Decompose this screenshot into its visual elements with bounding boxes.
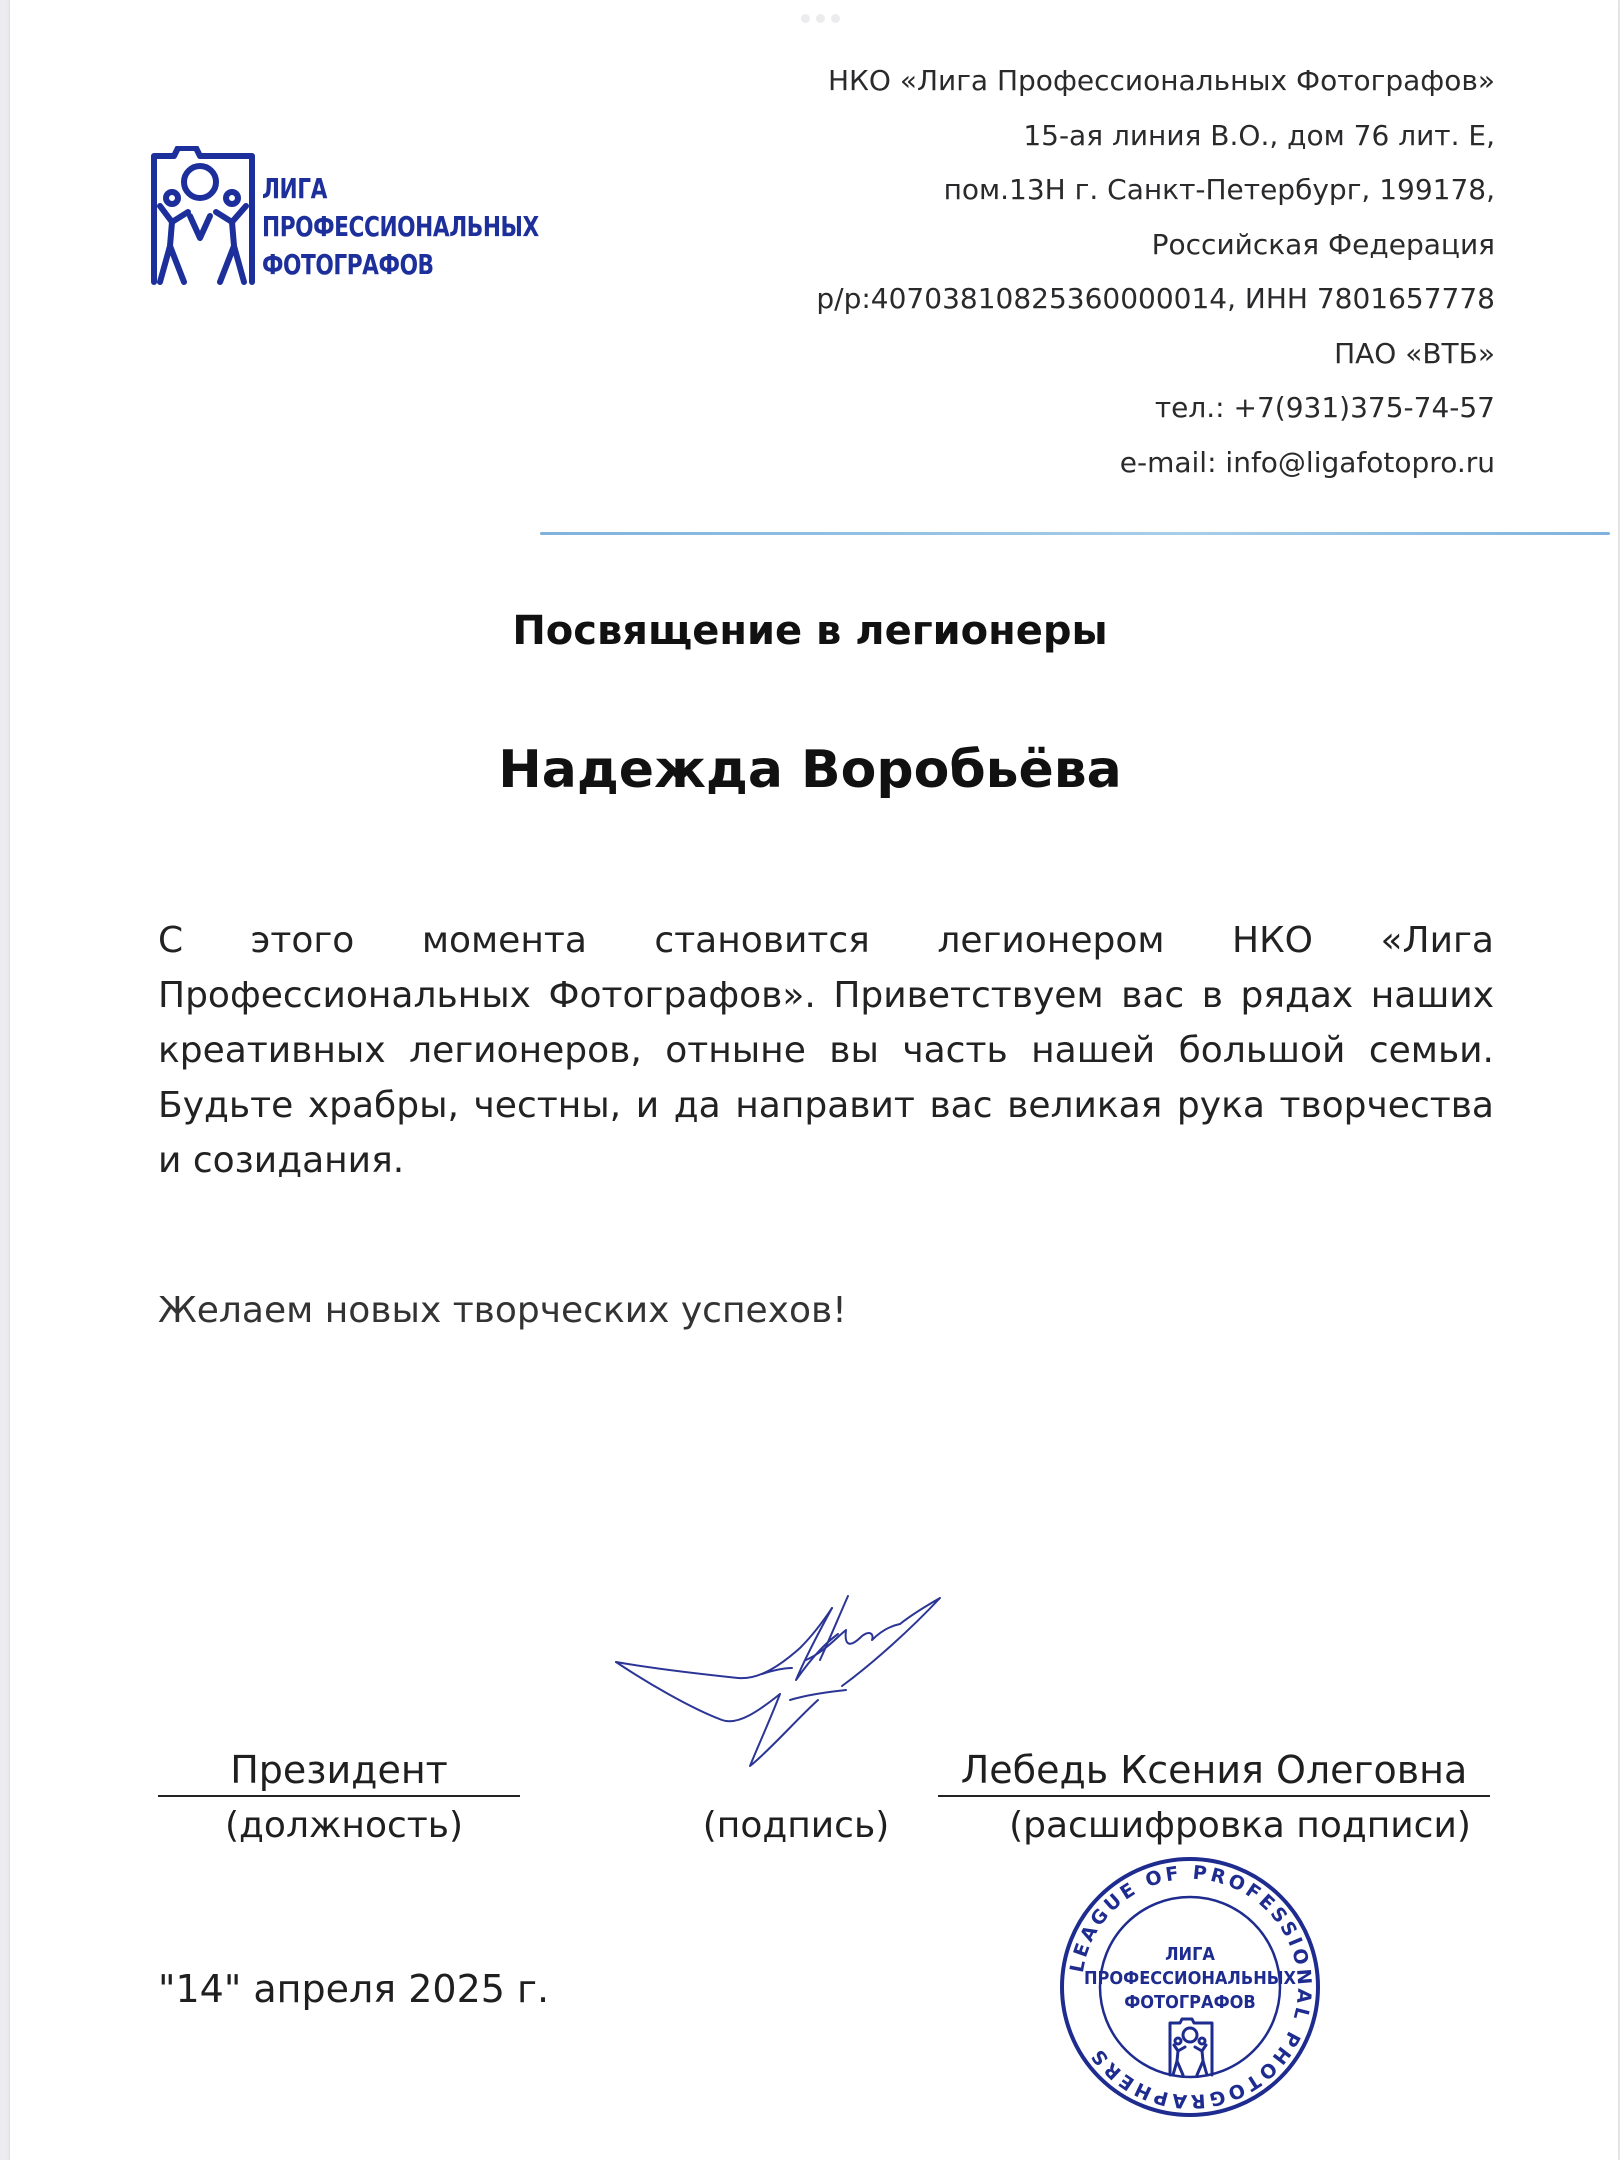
signer-fullname: Лебедь Ксения Олеговна [938, 1747, 1490, 1797]
seal-line: ПРОФЕССИОНАЛЬНЫХ [1083, 1968, 1297, 1989]
wish-text: Желаем новых творческих успехов! [158, 1290, 847, 1331]
seal-center-text [1058, 1943, 1322, 2015]
header-divider [540, 532, 1610, 535]
address-line: НКО «Лига Профессиональных Фотографов» [827, 64, 1495, 97]
logo-line: ФОТОГРАФОВ [262, 248, 434, 281]
signature-caption: (подпись) [702, 1805, 890, 1846]
position-value: Президент [158, 1747, 520, 1797]
document-body: С этого момента становится легионером НКО «Лига Профессиональных Фотографов». Приветствуем вас в рядах наших креативных легионеров, отныне вы часть нашей большой семьи. Будьте храбры, честны, и да направит вас великая рука творчества и созидания. [158, 920, 1494, 1181]
seal-line: ЛИГА [1165, 1944, 1215, 1965]
document-date: "14" апреля 2025 г. [158, 1967, 550, 2011]
fullname-caption: (расшифровка подписи) [1009, 1805, 1471, 1846]
seal-emblem-icon [1170, 2019, 1212, 2075]
logo-line: ПРОФЕССИОНАЛЬНЫХ [262, 210, 539, 243]
address-line: р/р:40703810825360000014, ИНН 7801657778 [816, 282, 1495, 315]
photographers-emblem-icon [148, 146, 258, 290]
organization-logo [148, 146, 588, 290]
logo-line: ЛИГА [262, 172, 327, 205]
handwritten-signature [610, 1590, 970, 1770]
address-line: ПАО «ВТБ» [1334, 336, 1495, 370]
address-line: Российская Федерация [1151, 227, 1495, 261]
organization-address [735, 54, 1495, 490]
address-line: e-mail: info@ligafotopro.ru [1119, 445, 1495, 479]
document-title: Посвящение в легионеры [512, 608, 1108, 654]
seal-line: ФОТОГРАФОВ [1124, 1992, 1256, 2013]
logo-wordmark [262, 170, 539, 284]
drag-handle[interactable] [798, 14, 842, 24]
recipient-name: Надежда Воробьёва [498, 740, 1122, 800]
address-line: тел.: +7(931)375-74-57 [1154, 391, 1495, 424]
address-line: 15-ая линия В.О., дом 76 лит. Е, [1023, 118, 1495, 152]
address-line: пом.13Н г. Санкт-Петербург, 199178, [943, 173, 1495, 206]
svg-text:LEAGUE OF PROFESSIONAL PHOTOGR: LEAGUE OF PROFESSIONAL PHOTOGRAPHERS [1065, 1861, 1316, 2113]
position-caption: (должность) [225, 1805, 463, 1846]
